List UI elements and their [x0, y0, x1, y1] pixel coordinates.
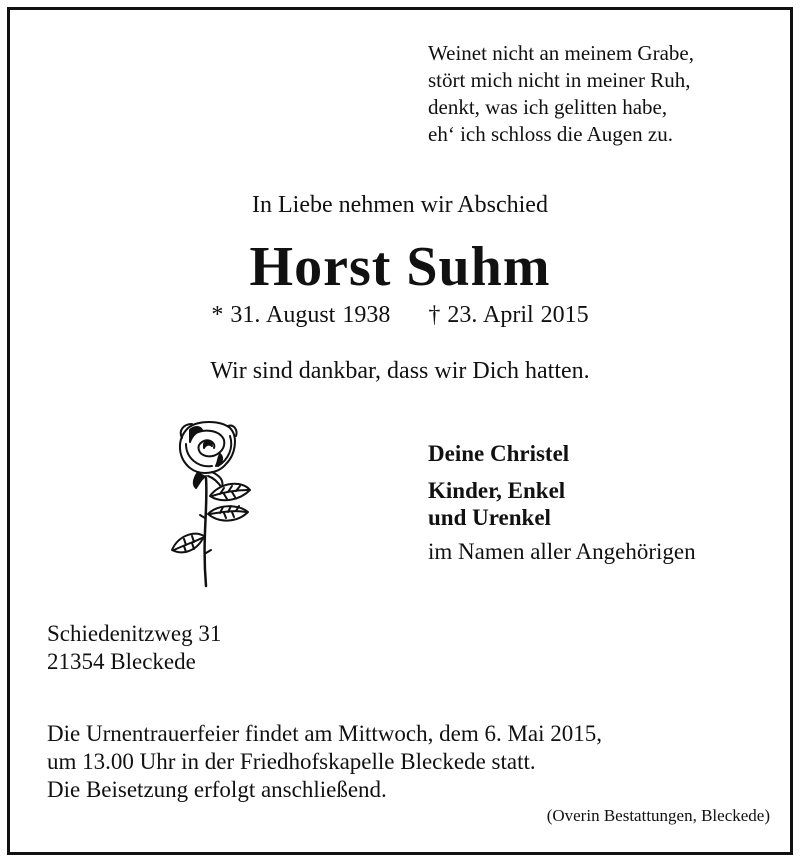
- family-line: und Urenkel: [428, 505, 551, 530]
- poem-line: eh‘ ich schloss die Augen zu.: [428, 122, 673, 146]
- poem-line: denkt, was ich gelitten habe,: [428, 95, 668, 119]
- family-line: Kinder, Enkel: [428, 478, 566, 503]
- family-others: im Namen aller Angehörigen: [428, 539, 696, 564]
- address-street: Schiedenitzweg 31: [47, 621, 222, 646]
- life-dates: [0, 302, 800, 329]
- poem-line: Weinet nicht an meinem Grabe,: [428, 41, 694, 65]
- deceased-name: Horst Suhm: [249, 236, 551, 298]
- ceremony-line: um 13.00 Uhr in der Friedhofskapelle Bleckede statt.: [47, 749, 536, 774]
- ceremony-line: Die Beisetzung erfolgt anschließend.: [47, 777, 387, 802]
- intro-text: In Liebe nehmen wir Abschied: [252, 192, 548, 218]
- family-line: Deine Christel: [428, 441, 570, 466]
- address: [47, 620, 221, 676]
- rose-icon: [168, 418, 254, 590]
- ceremony-info: [47, 720, 602, 804]
- undertaker-credit: (Overin Bestattungen, Bleckede): [546, 806, 770, 825]
- family-signature: [428, 440, 696, 565]
- address-city: 21354 Bleckede: [47, 649, 196, 674]
- ceremony-line: Die Urnentrauerfeier findet am Mittwoch, dem 6. Mai 2015,: [47, 721, 603, 746]
- poem-line: stört mich nicht in meiner Ruh,: [428, 68, 691, 92]
- death-date: † 23. April 2015: [428, 302, 589, 328]
- poem: [428, 40, 694, 148]
- thanks-text: Wir sind dankbar, dass wir Dich hatten.: [210, 358, 590, 384]
- birth-date: * 31. August 1938: [211, 302, 391, 328]
